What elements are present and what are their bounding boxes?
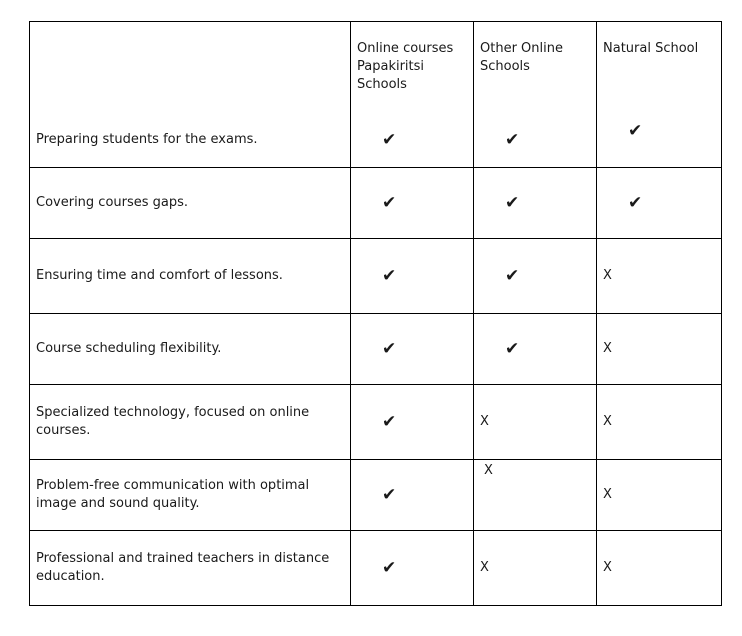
- cross-icon: X: [603, 341, 612, 356]
- check-icon: ✔: [382, 193, 397, 213]
- column-header-papakiritsi: [351, 22, 474, 168]
- table-row: [30, 314, 722, 385]
- column-header-label: Natural School: [603, 41, 699, 56]
- value-cell: [597, 385, 722, 460]
- value-cell: [474, 314, 597, 385]
- check-icon: ✔: [382, 339, 397, 359]
- feature-cell: [30, 460, 351, 531]
- cross-icon: X: [480, 560, 489, 575]
- check-icon: ✔: [382, 266, 397, 286]
- value-cell: [474, 385, 597, 460]
- value-cell: [351, 531, 474, 606]
- comparison-table: [29, 21, 722, 606]
- check-icon: ✔: [505, 339, 520, 359]
- value-cell: [597, 168, 722, 239]
- feature-cell: [30, 168, 351, 239]
- feature-cell: [30, 239, 351, 314]
- table-row: [30, 168, 722, 239]
- cross-icon: X: [603, 487, 612, 502]
- value-cell: [474, 239, 597, 314]
- value-cell: [351, 460, 474, 531]
- feature-cell: [30, 22, 351, 168]
- feature-label: Specialized technology, focused on online courses.: [36, 405, 310, 438]
- table-row: [30, 22, 722, 168]
- cross-icon: X: [603, 414, 612, 429]
- value-cell: [474, 531, 597, 606]
- column-header-other-online: [474, 22, 597, 168]
- table-row: [30, 460, 722, 531]
- cross-icon: X: [603, 268, 612, 283]
- feature-cell: [30, 531, 351, 606]
- feature-label: Preparing students for the exams.: [36, 132, 258, 147]
- cross-icon: X: [484, 463, 493, 478]
- value-cell: [474, 168, 597, 239]
- value-cell: [597, 460, 722, 531]
- feature-label: Covering courses gaps.: [36, 195, 189, 210]
- feature-cell: [30, 385, 351, 460]
- cross-icon: X: [480, 414, 489, 429]
- value-cell: [597, 531, 722, 606]
- check-icon: ✔: [505, 193, 520, 213]
- check-icon: ✔: [505, 266, 520, 286]
- feature-label: Professional and trained teachers in distance education.: [36, 551, 330, 584]
- check-icon: ✔: [382, 558, 397, 578]
- value-cell: [351, 314, 474, 385]
- check-icon: ✔: [382, 485, 397, 505]
- check-icon: ✔: [382, 130, 397, 150]
- value-cell: [597, 239, 722, 314]
- column-header-natural: [597, 22, 722, 168]
- check-icon: ✔: [505, 130, 520, 150]
- value-cell: [351, 239, 474, 314]
- column-header-label: Other Online Schools: [480, 41, 563, 74]
- feature-label: Problem-free communication with optimal image and sound quality.: [36, 478, 310, 511]
- check-icon: ✔: [628, 121, 643, 141]
- column-header-label: Online courses Papakiritsi Schools: [357, 41, 454, 92]
- table-row: [30, 531, 722, 606]
- feature-cell: [30, 314, 351, 385]
- value-cell: [351, 385, 474, 460]
- table-row: [30, 239, 722, 314]
- feature-label: Course scheduling flexibility.: [36, 341, 222, 356]
- cross-icon: X: [603, 560, 612, 575]
- check-icon: ✔: [628, 193, 643, 213]
- value-cell: [597, 314, 722, 385]
- feature-label: Ensuring time and comfort of lessons.: [36, 268, 283, 283]
- table-row: [30, 385, 722, 460]
- value-cell: [351, 168, 474, 239]
- value-cell: [474, 460, 597, 531]
- check-icon: ✔: [382, 412, 397, 432]
